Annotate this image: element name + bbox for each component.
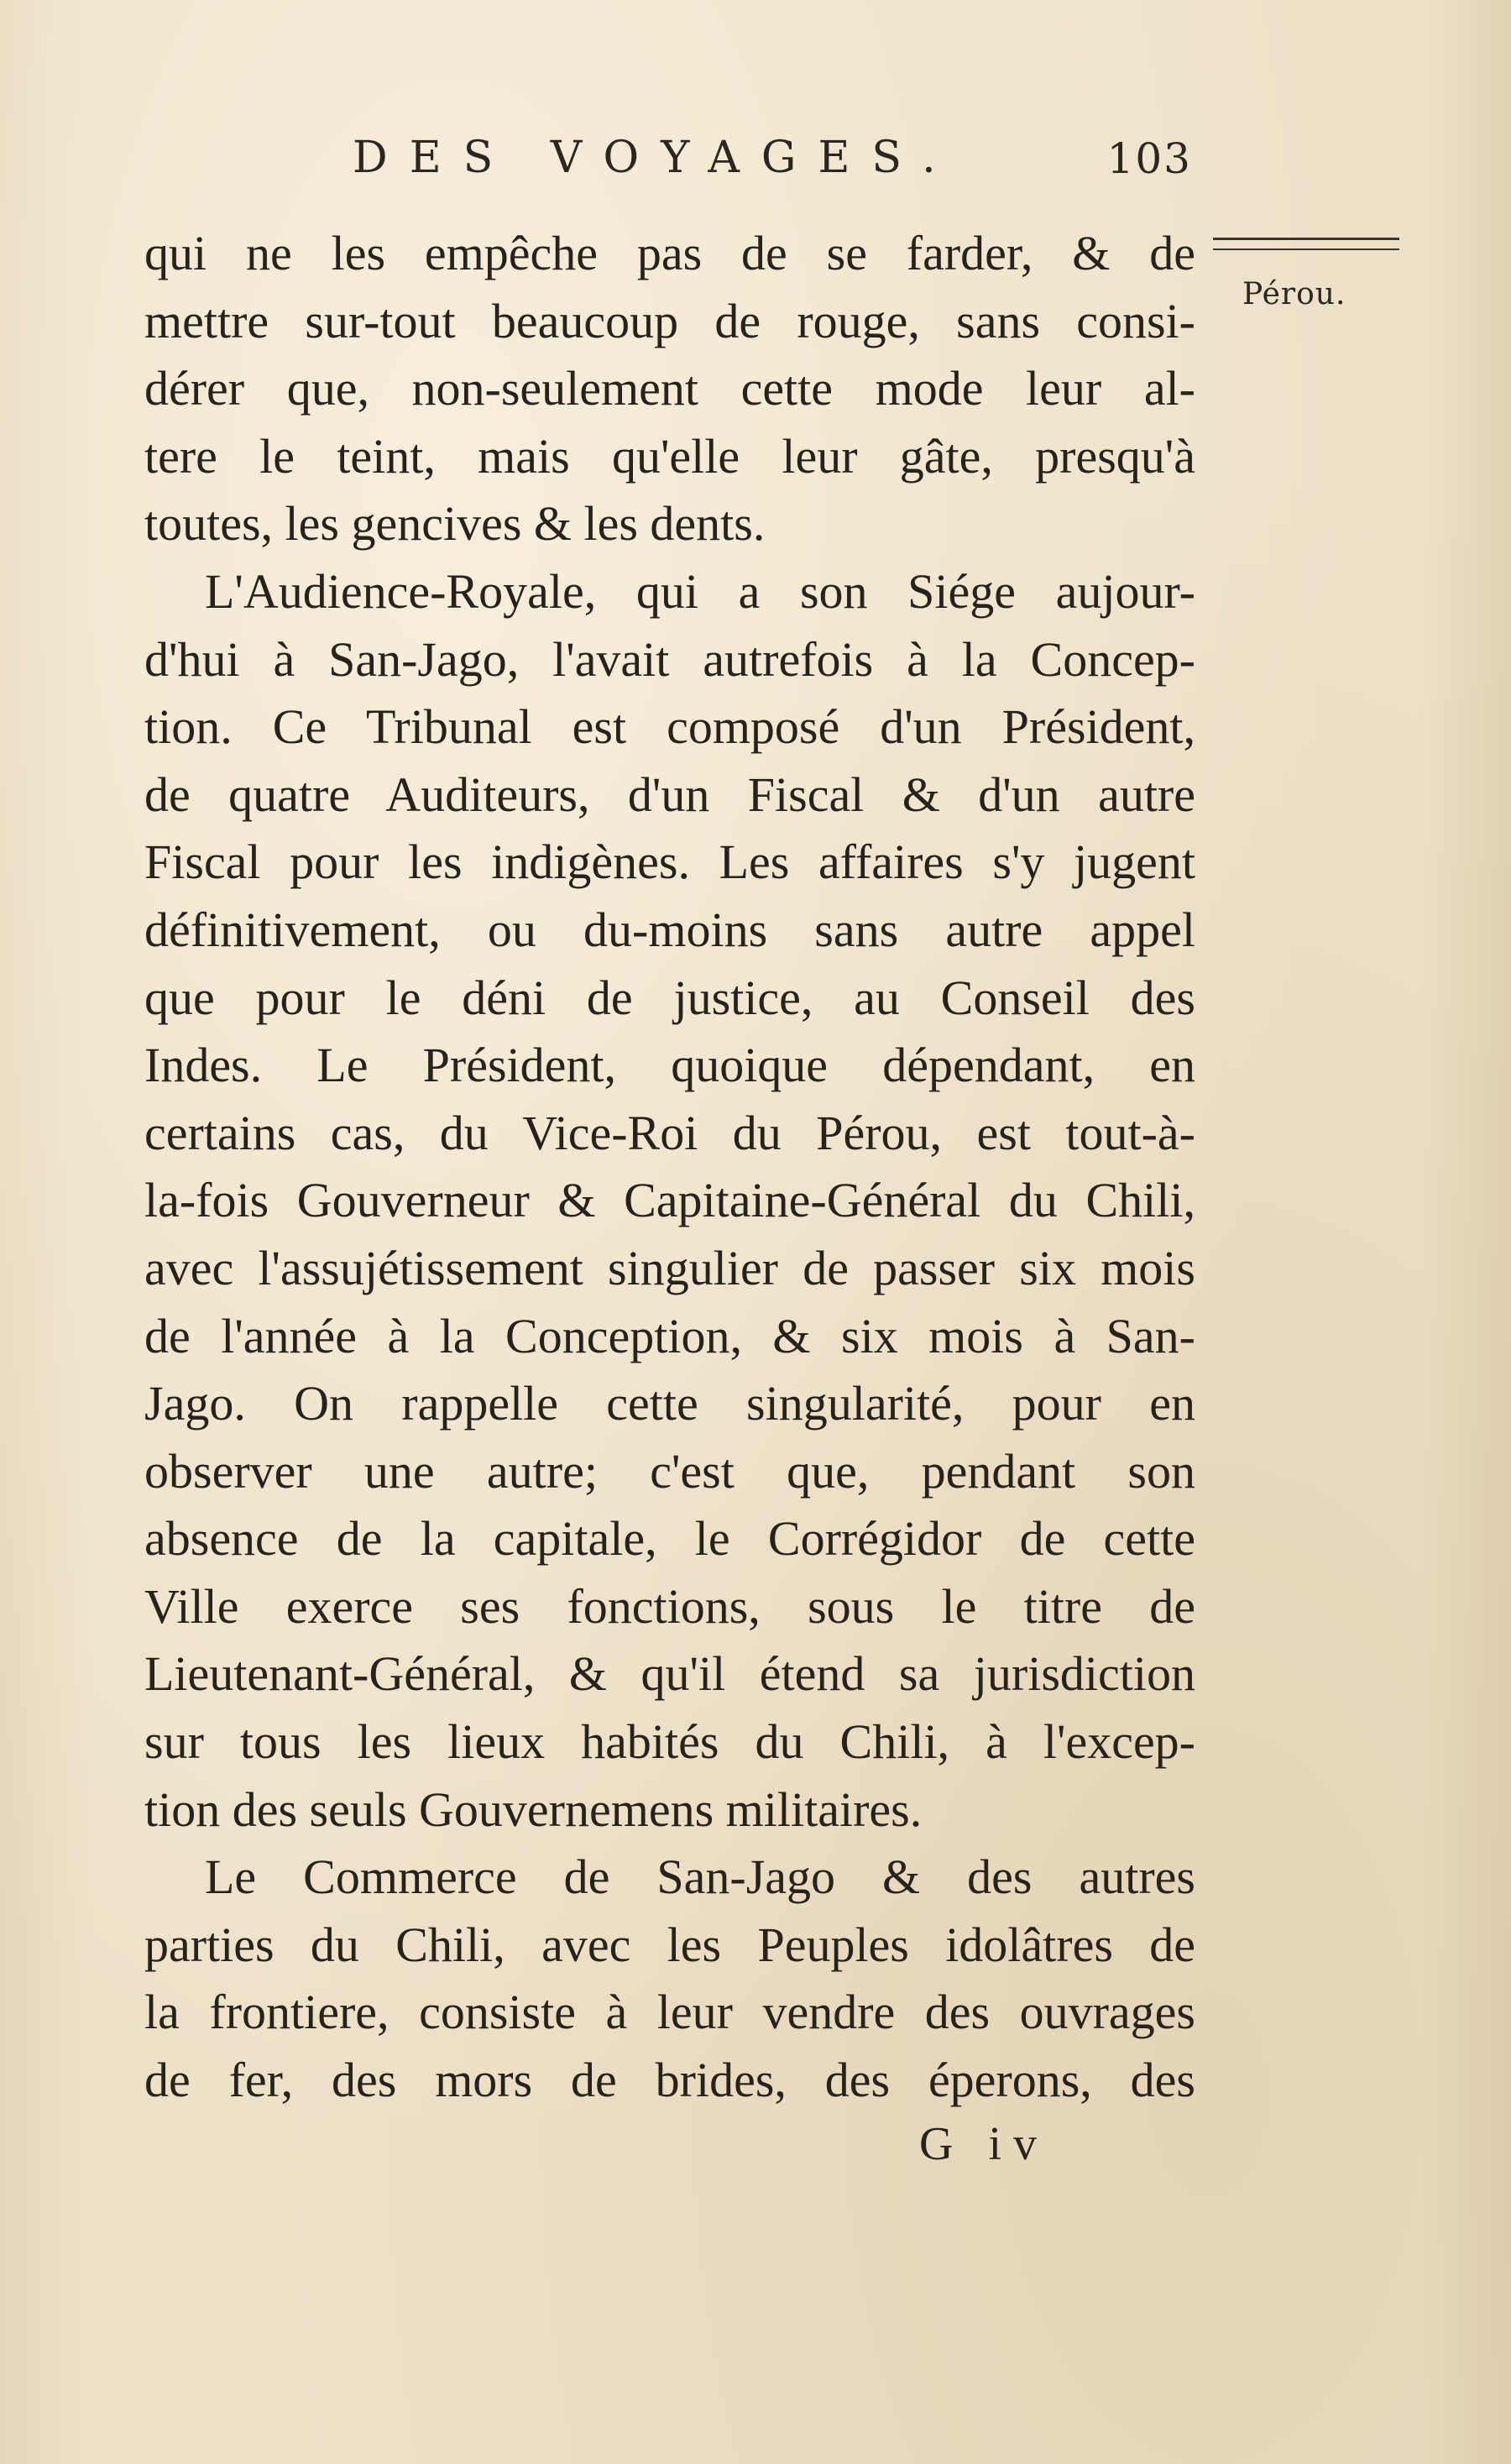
text-line: d'hui à San-Jago, l'avait autrefois à la Concep- [144, 631, 1195, 687]
text-line: Fiscal pour les indigènes. Les affaires s'y jugent [144, 834, 1195, 890]
text-line: de l'année à la Conception, & six mois à San- [144, 1308, 1195, 1363]
text-line: L'Audience-Royale, qui a son Siége aujour- [205, 563, 1195, 619]
text-line: toutes, les gencives & les dents. [144, 496, 766, 552]
text-line: dérer que, non-seulement cette mode leur al- [144, 361, 1195, 416]
text-line: absence de la capitale, le Corrégidor de cette [144, 1511, 1195, 1567]
text-line: sur tous les lieux habités du Chili, à l'excep- [144, 1714, 1195, 1770]
text-line: de quatre Auditeurs, d'un Fiscal & d'un autre [144, 766, 1195, 822]
body-text [144, 220, 1195, 2115]
text-line: Indes. Le Président, quoique dépendant, en [144, 1038, 1195, 1093]
text-line: tion. Ce Tribunal est composé d'un Président, [144, 699, 1195, 755]
text-line: la-fois Gouverneur & Capitaine-Général du Chili, [144, 1173, 1195, 1228]
text-line: définitivement, ou du-moins sans autre appel [144, 902, 1195, 957]
margin-note: Pérou. [1242, 277, 1346, 311]
text-line: Lieutenant-Général, & qu'il étend sa jurisdiction [144, 1646, 1195, 1702]
text-line: Le Commerce de San-Jago & des autres [205, 1849, 1195, 1905]
text-line: parties du Chili, avec les Peuples idolâtres de [144, 1917, 1195, 1972]
text-line: tere le teint, mais qu'elle leur gâte, presqu'à [144, 428, 1195, 484]
text-line: que pour le déni de justice, au Conseil des [144, 970, 1195, 1025]
margin-rule [1213, 238, 1399, 250]
text-line: de fer, des mors de brides, des éperons, des [144, 2053, 1195, 2108]
running-title: DES VOYAGES. [353, 133, 958, 183]
signature-mark: G iv [919, 2118, 1048, 2170]
text-line: avec l'assujétissement singulier de passer six mois [144, 1240, 1195, 1295]
text-line: Ville exerce ses fonctions, sous le titre de [144, 1578, 1195, 1634]
text-line: qui ne les empêche pas de se farder, & de [144, 226, 1195, 280]
running-head [143, 133, 1192, 191]
text-line: observer une autre; c'est que, pendant son [144, 1443, 1195, 1499]
page-number: 103 [1106, 134, 1192, 183]
text-line: la frontiere, consiste à leur vendre des ouvrages [144, 1985, 1195, 2040]
text-line: certains cas, du Vice-Roi du Pérou, est tout-à- [144, 1105, 1195, 1160]
text-line: mettre sur-tout beaucoup de rouge, sans consi- [144, 293, 1195, 348]
text-line: Jago. On rappelle cette singularité, pour en [144, 1376, 1195, 1431]
text-line: tion des seuls Gouvernemens militaires. [144, 1781, 923, 1837]
